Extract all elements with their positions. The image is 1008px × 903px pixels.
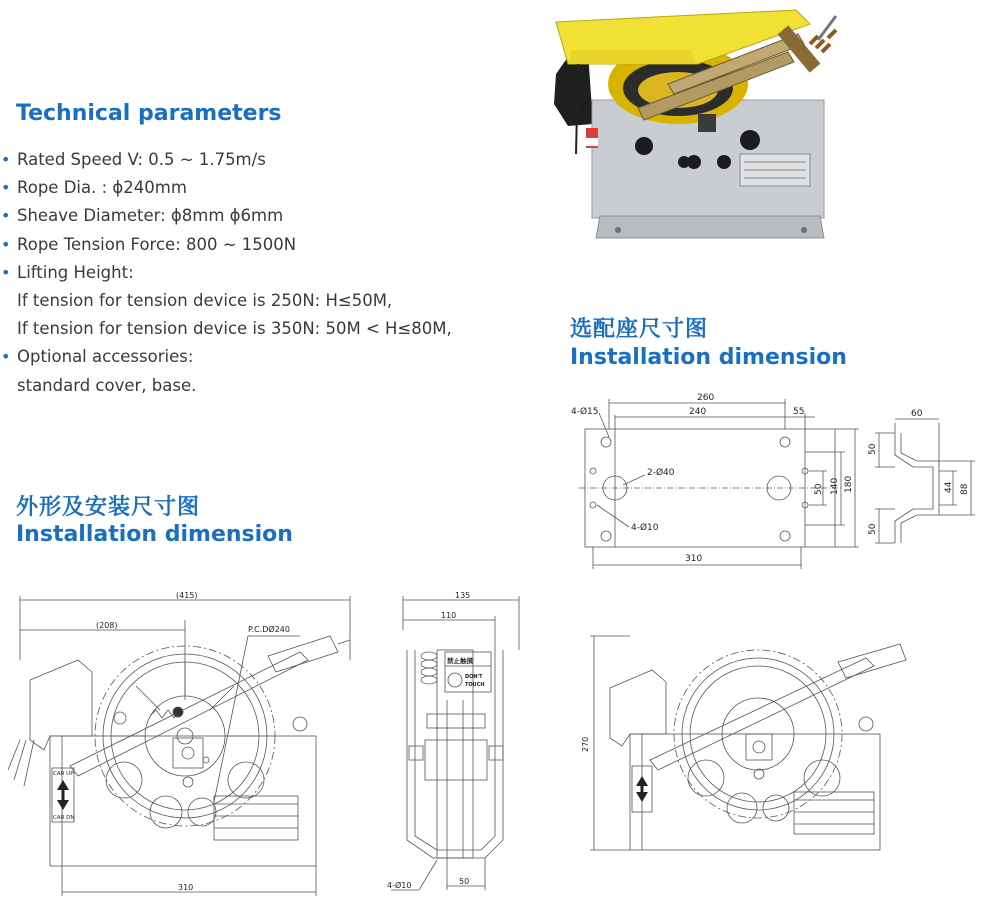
dim-hole-4-10: 4-Ø10 [631, 523, 659, 533]
dim-110: 110 [441, 611, 457, 620]
right-view-drawing [570, 630, 910, 860]
dim-60: 60 [911, 409, 923, 419]
dim-180: 180 [844, 475, 854, 493]
param-accessories-list: standard cover, base. [17, 375, 197, 395]
side-view-drawing [385, 590, 535, 903]
dim-260: 260 [697, 393, 715, 403]
product-photo [548, 4, 838, 244]
param-rated-speed: • Rated Speed V: 0.5 ~ 1.75m/s [0, 146, 470, 174]
dim-pcd: P.C.DØ240 [248, 625, 290, 634]
base-dimension-drawing [565, 385, 985, 575]
dim-44: 44 [944, 481, 954, 493]
tech-params-title: Technical parameters [16, 101, 282, 126]
label-car-up: CAR UP [53, 771, 74, 777]
label-touch: TOUCH [465, 682, 485, 688]
main-title-cn: 外形及安装尺寸图 [16, 495, 201, 520]
param-lifting-height: • Lifting Height: [0, 259, 470, 287]
front-view-drawing [0, 590, 360, 903]
dim-415: (415) [176, 591, 198, 600]
dim-208: (208) [96, 621, 118, 630]
tech-params-list [0, 146, 470, 400]
main-title-en: Installation dimension [16, 522, 293, 547]
param-lifting-350n: If tension for tension device is 350N: 50M < H≤80M, [17, 319, 452, 339]
dim-88: 88 [960, 483, 970, 495]
dim-50-top: 50 [868, 443, 878, 455]
dim-50-bottom: 50 [868, 523, 878, 535]
param-rope-dia: • Rope Dia. : ϕ240mm [0, 174, 470, 202]
param-rope-tension: • Rope Tension Force: 800 ~ 1500N [0, 231, 470, 259]
dim-hole-4-15: 4-Ø15 [571, 407, 599, 417]
param-sheave-diameter: • Sheave Diameter: ϕ8mm ϕ6mm [0, 202, 470, 230]
dim-hole-2-40: 2-Ø40 [647, 468, 675, 478]
label-no-touch-cn: 禁止触摸 [447, 657, 473, 665]
dim-50-side: 50 [459, 877, 470, 886]
dim-310: 310 [685, 554, 703, 564]
dim-135: 135 [455, 591, 471, 600]
base-title-cn: 选配座尺寸图 [570, 317, 709, 342]
dim-hole-side: 4-Ø10 [387, 881, 412, 890]
base-title-en: Installation dimension [570, 345, 847, 370]
label-car-dn: CAR DN [53, 815, 75, 821]
dim-50-base: 50 [814, 483, 824, 495]
param-lifting-250n: If tension for tension device is 250N: H≤50M, [17, 291, 393, 311]
dim-240: 240 [689, 407, 707, 417]
dim-140: 140 [830, 477, 840, 495]
dim-310-front: 310 [178, 883, 194, 892]
param-optional-accessories: • Optional accessories: [0, 343, 470, 371]
dim-270: 270 [581, 736, 590, 752]
dim-55: 55 [793, 407, 805, 417]
label-dont: DON'T [465, 674, 483, 680]
